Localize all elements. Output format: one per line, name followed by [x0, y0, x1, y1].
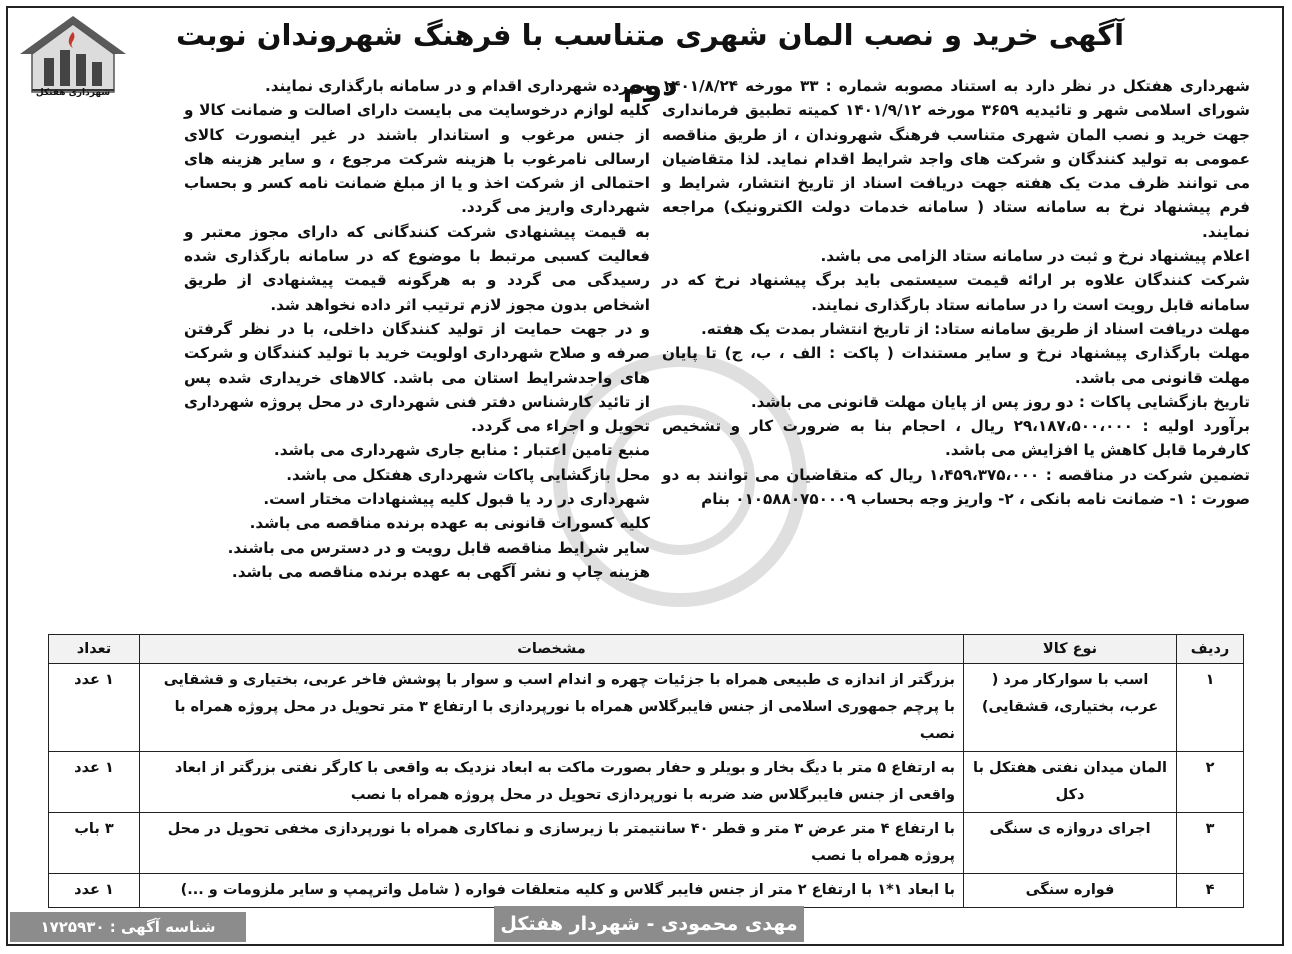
cell-specs: با ابعاد ۱*۱ با ارتفاع ۲ متر از جنس فایبر گلاس و کلیه متعلقات فواره ( شامل واترپمپ و سایر ملزومات و ...): [140, 874, 964, 908]
paragraph: سپرده شهرداری اقدام و در سامانه بارگذاری نمایند.: [265, 77, 650, 95]
cell-specs: با ارتفاع ۴ متر عرض ۳ متر و قطر ۴۰ سانتیمتر با زیرسازی و نماکاری همراه با نورپردازی مخفی تحویل در محل پروژه همراه با نصب: [140, 813, 964, 874]
paragraph: شهرداری در رد یا قبول کلیه پیشنهادات مختار است.: [263, 490, 650, 509]
header-item-type: نوع کالا: [964, 635, 1177, 664]
cell-item-type: المان میدان نفتی هفتکل با دکل: [964, 752, 1177, 813]
cell-item-type: اسب با سوارکار مرد ( عرب، بختیاری، قشقایی): [964, 664, 1177, 752]
items-table: [48, 634, 1244, 908]
paragraph: مهلت دریافت اسناد از طریق سامانه ستاد: از تاریخ انتشار بمدت یک هفته.: [701, 319, 1250, 338]
paragraph: سایر شرایط مناقصه قابل رویت و در دسترس می باشند.: [227, 538, 650, 557]
cell-row-number: ۳: [1177, 813, 1244, 874]
table-row: [49, 813, 1244, 874]
paragraph: کلیه لوازم درخوسایت می بایست دارای اصالت و ضمانت کالا و از جنس مرغوب و استاندار باشند در غیر اینصورت کالای ارسالی نامرغوب با هزینه شرکت مرجوع ، و سایر هزینه های احتمالی از شرکت اخذ و یا از مبلغ ضمانت نامه کسر و بحساب شهرداری واریز می گردد.: [184, 101, 650, 217]
paragraph: برآورد اولیه : ۲۹،۱۸۷،۵۰۰،۰۰۰ ریال ، احجام بنا به ضرورت کار و تشخیص کارفرما قابل کاهش یا افزایش می باشد.: [662, 417, 1250, 460]
cell-row-number: ۱: [1177, 664, 1244, 752]
cell-specs: بزرگتر از اندازه ی طبیعی همراه با جزئیات چهره و اندام اسب و سوار با پوشش فاخر عربی، بختیاری و قشقایی با پرچم جمهوری اسلامی از جنس فایبرگلاس همراه با نورپردازی با ارتفاع ۳ متر تحویل در محل پروژه همراه با نصب: [140, 664, 964, 752]
header-specs: مشخصات: [140, 635, 964, 664]
paragraph: به قیمت پیشنهادی شرکت کنندگانی که دارای مجوز معتبر و فعالیت کسبی مرتبط با موضوع که در سامانه بارگذاری شده رسیدگی می گردد و به هرگونه قیمت پیشنهادی از طریق اشخاص بدون مجوز لازم ترتیب اثر داده نخواهد شد.: [184, 222, 650, 314]
paragraph: کلیه کسورات قانونی به عهده برنده مناقصه می باشد.: [249, 514, 650, 533]
ad-id-badge: شناسه آگهی : ۱۷۲۵۹۳۰: [10, 912, 246, 942]
paragraph: تضمین شرکت در مناقصه : ۱،۴۵۹،۳۷۵،۰۰۰ ریال که متقاضیان می توانند به دو صورت : ۱- ضمانت نامه بانکی ، ۲- واریز وجه بحساب ۰۱۰۵۸۸۰۷۵۰۰۰۹ بنام: [662, 465, 1251, 509]
mayor-signature: مهدی محمودی - شهردار هفتکل: [494, 906, 804, 942]
paragraph: محل بازگشایی پاکات شهرداری هفتکل می باشد.: [286, 465, 650, 484]
cell-quantity: ۱ عدد: [49, 874, 140, 908]
logo-caption: شهرداری هفتکل: [35, 88, 111, 98]
paragraph: شهرداری هفتکل در نظر دارد به استناد مصوبه شماره : ۳۳ مورخه ۱۴۰۱/۸/۲۴ شورای اسلامی شهر و تائیدیه ۳۶۵۹ مورخه ۱۴۰۱/۹/۱۲ کمیته تطبیق فرمانداری جهت خرید و نصب المان شهری متناسب فرهنگ شهروندان ، از طریق مناقصه عمومی به تولید کنندگان و شرکت های واجد شرایط اقدام نماید. لذا متقاضیان می توانند ظرف مدت یک هفته جهت دریافت اسناد از تاریخ انتشار، شرایط و فرم پیشنهاد نرخ به سامانه ستاد ( سامانه خدمات دولت الکترونیک) مراجعه نمایند.: [662, 77, 1250, 241]
cell-quantity: ۱ عدد: [49, 664, 140, 752]
cell-item-type: اجرای دروازه ی سنگی: [964, 813, 1177, 874]
paragraph: و در جهت حمایت از تولید کنندگان داخلی، با در نظر گرفتن صرفه و صلاح شهرداری اولویت خرید با تولید کنندگان و شرکت های واجدشرایط استان می باشد. کالاهای خریداری شده پس از تائید کارشناس دفتر فنی شهرداری در محل پروژه شهرداری تحویل و اجراء می گردد.: [184, 319, 650, 436]
page-title: آگهی خرید و نصب المان شهری متناسب با فرهنگ شهروندان نوبت دوم: [175, 18, 1125, 102]
paragraph: مهلت بارگذاری پیشنهاد نرخ و سایر مستندات ( پاکت : الف ، ب، ج) تا پایان مهلت قانونی می باشد.: [662, 344, 1250, 387]
table-header-row: [49, 635, 1244, 664]
table-row: [49, 874, 1244, 908]
cell-quantity: ۱ عدد: [49, 752, 140, 813]
header-row-number: ردیف: [1177, 635, 1244, 664]
cell-item-type: فواره سنگی: [964, 874, 1177, 908]
paragraph: تاریخ بازگشایی پاکات : دو روز پس از پایان مهلت قانونی می باشد.: [750, 392, 1250, 411]
paragraph: اعلام پیشنهاد نرخ و ثبت در سامانه ستاد الزامی می باشد.: [820, 247, 1250, 266]
table-row: [49, 752, 1244, 813]
cell-quantity: ۳ باب: [49, 813, 140, 874]
cell-specs: به ارتفاع ۵ متر با دیگ بخار و بویلر و حفار بصورت ماکت به ابعاد نزدیک به واقعی با کارگر نفتی بزرگتر از ابعاد واقعی از جنس فایبرگلاس ضد ضربه با نورپردازی تحویل در محل پروژه همراه با نصب: [140, 752, 964, 813]
left-column: [184, 74, 650, 584]
header-quantity: تعداد: [49, 635, 140, 664]
paragraph: شرکت کنندگان علاوه بر ارائه قیمت سیستمی باید برگ پیشنهاد نرخ که در سامانه قابل رویت است را در سامانه ستاد بارگذاری نمایند.: [662, 271, 1250, 314]
paragraph: هزینه چاپ و نشر آگهی به عهده برنده مناقصه می باشد.: [231, 562, 650, 581]
right-column: [662, 74, 1250, 511]
table-row: [49, 664, 1244, 752]
cell-row-number: ۴: [1177, 874, 1244, 908]
cell-row-number: ۲: [1177, 752, 1244, 813]
paragraph: منبع تامین اعتبار : منابع جاری شهرداری می باشد.: [273, 441, 650, 460]
